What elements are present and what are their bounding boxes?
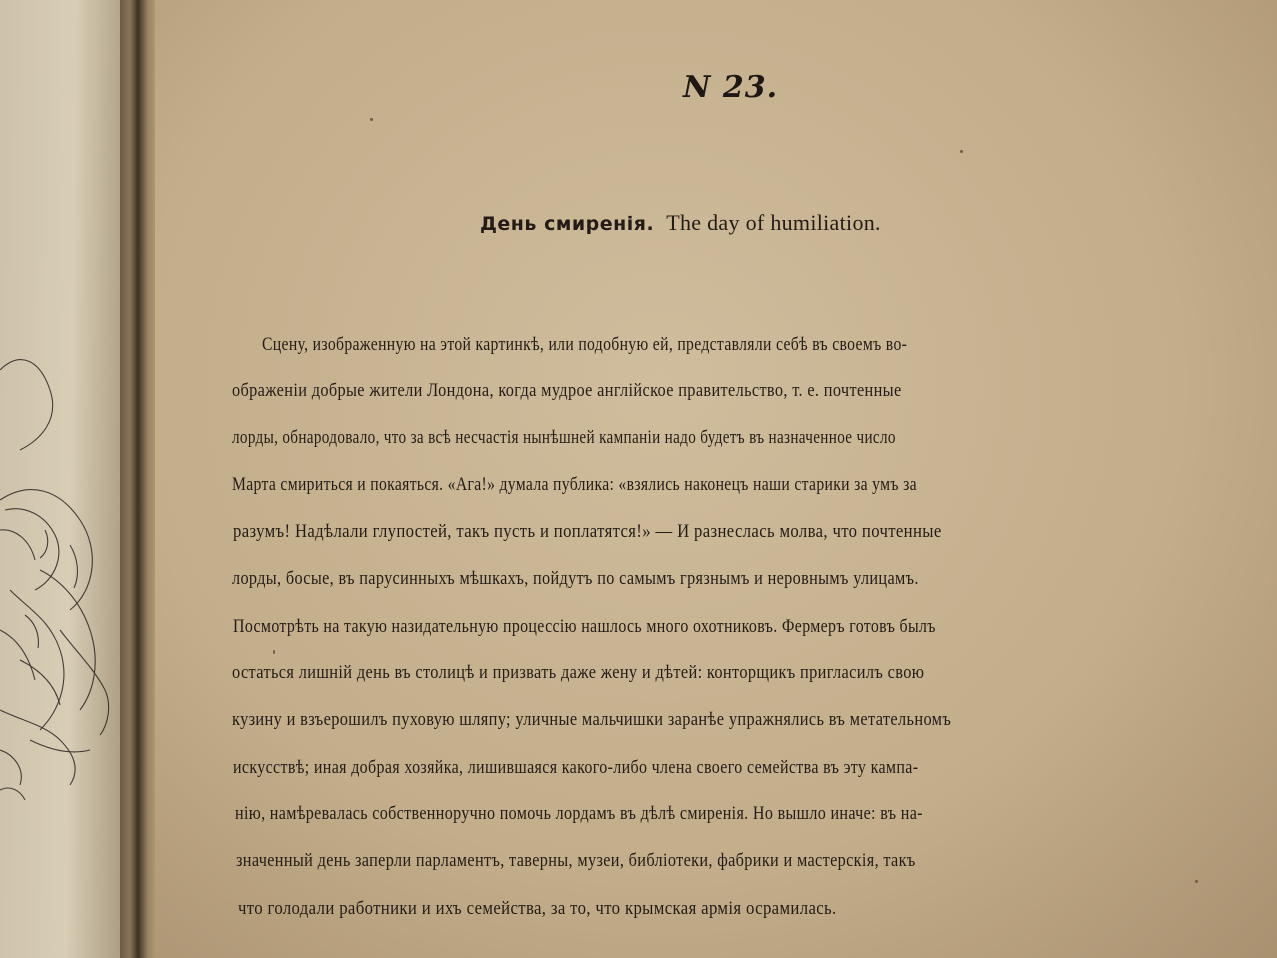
text-line: Сцену, изображенную на этой картинкѣ, или подобную ей, представляли себѣ въ своемъ во- (262, 334, 908, 355)
text-line: что голодали работники и ихъ семейства, за то, что крымская армія осрамилась. (238, 898, 837, 919)
title-english: The day of humiliation. (666, 210, 881, 235)
text-line: лорды, босые, въ парусинныхъ мѣшкахъ, пойдутъ по самымъ грязнымъ и неровнымъ улицамъ. (232, 568, 919, 589)
text-line: разумъ! Надѣлали глупостей, такъ пусть и поплатятся!» — И разнеслась молва, что почтенные (233, 521, 942, 542)
text-line: кузину и взъерошилъ пуховую шляпу; уличные мальчишки заранѣе упражнялись въ метательномъ (232, 709, 952, 730)
paper-speck (370, 118, 373, 121)
book-gutter (120, 0, 160, 958)
illustration-sketch (0, 330, 125, 850)
text-line: Марта смириться и покаяться. «Ага!» думала публика: «взялись наконецъ наши старики за умъ за (232, 474, 917, 495)
text-line: значенный день заперли парламентъ, таверны, музеи, библіотеки, фабрики и мастерскія, такъ (236, 850, 916, 871)
paper-speck (960, 150, 963, 153)
page-number-heading: N 23. (683, 70, 779, 105)
page-title (480, 210, 881, 236)
title-russian: День смиренія. (480, 213, 655, 235)
text-line: нію, намѣревалась собственноручно помочь лордамъ въ дѣлѣ смиренія. Но вышло иначе: въ на- (235, 803, 923, 824)
paper-speck (1195, 880, 1198, 883)
text-line: лорды, обнародовало, что за всѣ несчастія нынѣшней кампаніи надо будетъ въ назначенное число (232, 427, 896, 448)
paper-speck (273, 650, 275, 654)
text-line: Посмотрѣть на такую назидательную процессію нашлось много охотниковъ. Фермеръ готовъ былъ (233, 616, 936, 637)
text-line: остаться лишній день въ столицѣ и призвать даже жену и дѣтей: конторщикъ пригласилъ свою (232, 662, 925, 683)
text-line: искусствѣ; иная добрая хозяйка, лишившаяся какого-либо члена своего семейства въ эту кампа- (233, 757, 919, 778)
text-line: ображеніи добрые жители Лондона, когда мудрое англійское правительство, т. е. почтенные (232, 380, 902, 401)
